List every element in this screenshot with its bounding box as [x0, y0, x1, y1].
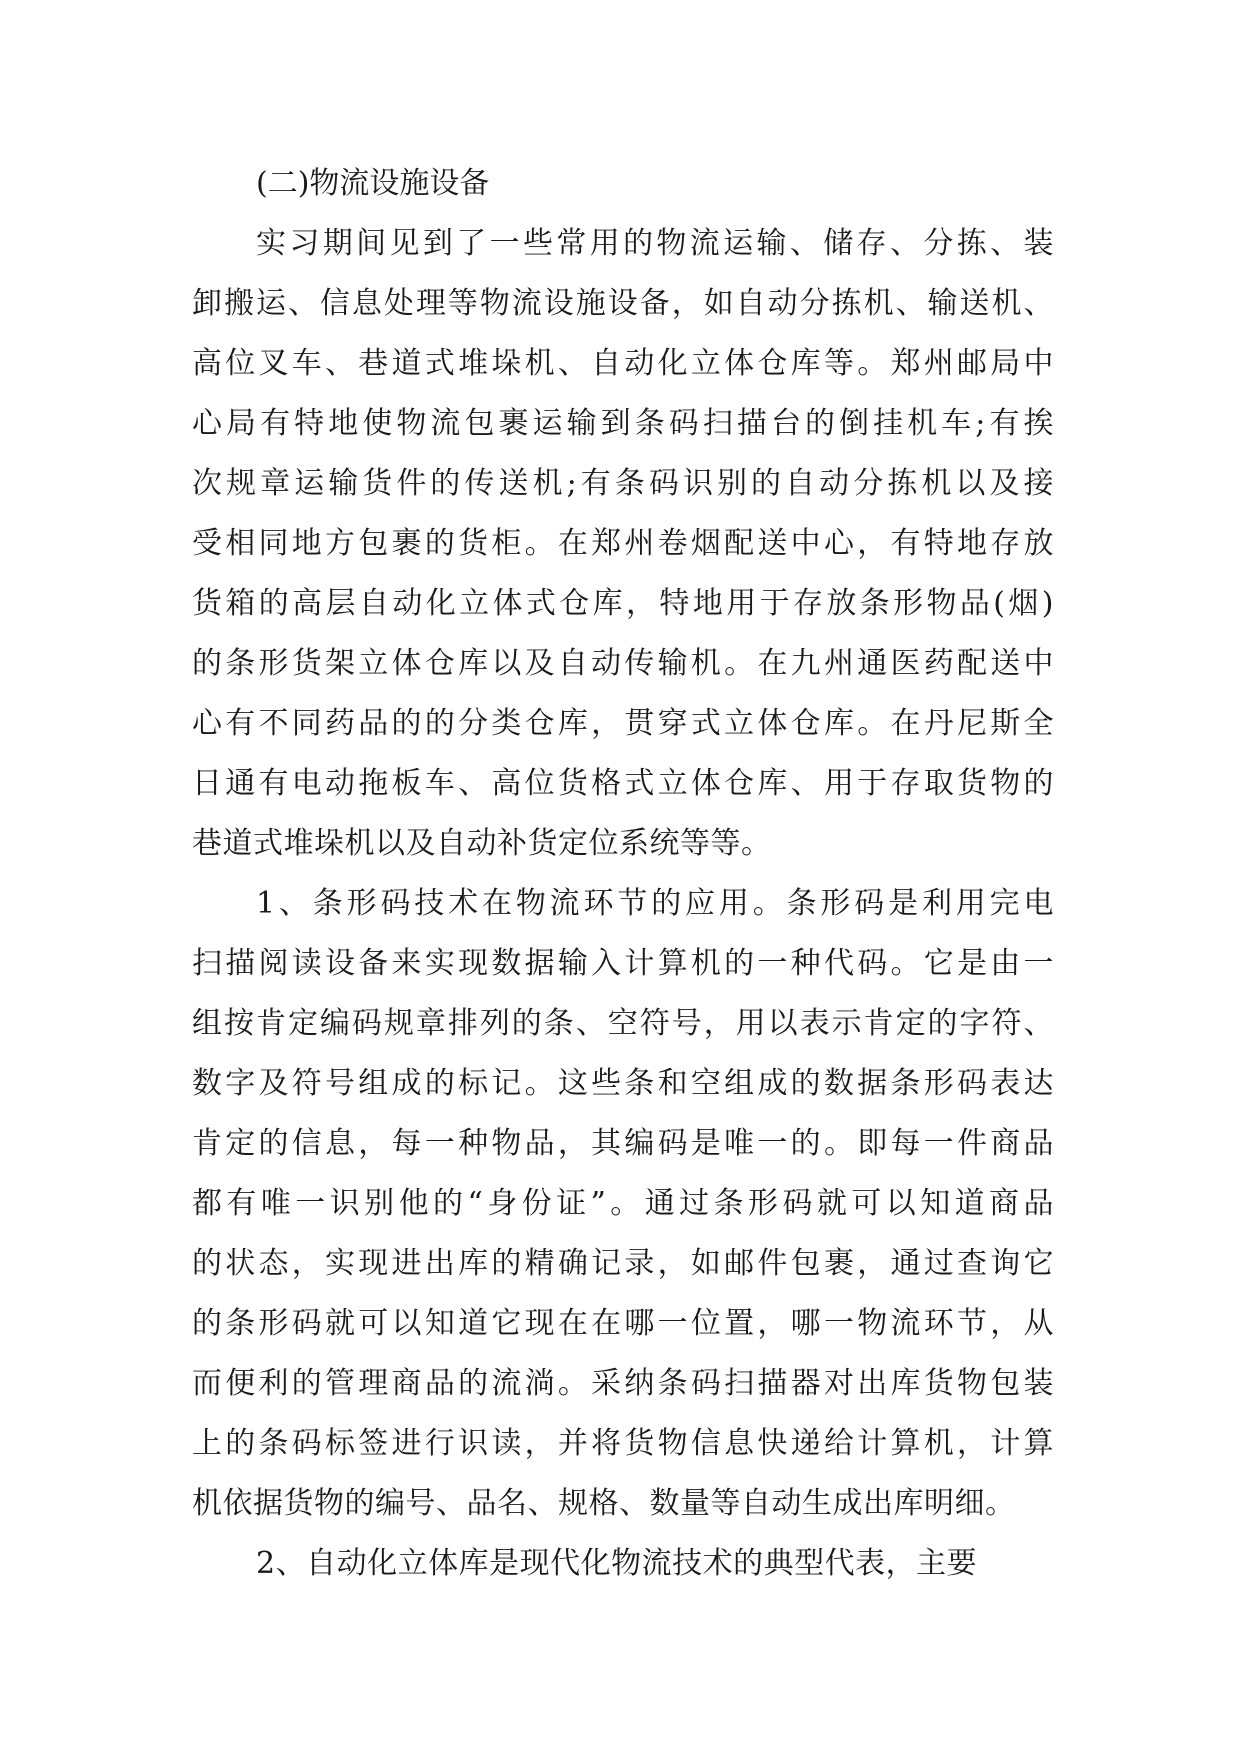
- text-line: 肯定的信息，每一种物品，其编码是唯一的。即每一件商品: [192, 1126, 1054, 1161]
- text-line: 次规章运输货件的传送机;有条码识别的自动分拣机以及接: [192, 466, 1054, 501]
- text-line: 货箱的高层自动化立体式仓库，特地用于存放条形物品(烟): [192, 586, 1054, 621]
- text-line: 巷道式堆垛机以及自动补货定位系统等等。: [192, 826, 772, 861]
- text-line: 心局有特地使物流包裹运输到条码扫描台的倒挂机车;有挨: [192, 406, 1054, 441]
- paragraph-barcode-technology: [192, 874, 1054, 1534]
- text-line: 的条形码就可以知道它现在在哪一位置，哪一物流环节，从: [192, 1306, 1054, 1341]
- text-line: 的条形货架立体仓库以及自动传输机。在九州通医药配送中: [192, 646, 1054, 681]
- text-line: 数字及符号组成的标记。这些条和空组成的数据条形码表达: [192, 1066, 1054, 1101]
- text-line: 卸搬运、信息处理等物流设施设备，如自动分拣机、输送机、: [192, 286, 1054, 321]
- text-line: 扫描阅读设备来实现数据输入计算机的一种代码。它是由一: [192, 946, 1054, 981]
- text-line: 高位叉车、巷道式堆垛机、自动化立体仓库等。郑州邮局中: [192, 346, 1054, 381]
- text-line: 都有唯一识别他的“身份证”。通过条形码就可以知道商品: [192, 1186, 1054, 1221]
- document-body: [192, 154, 1054, 1594]
- text-line: 而便利的管理商品的流淌。采纳条码扫描器对出库货物包装: [192, 1366, 1054, 1401]
- paragraph-automated-warehouse: [192, 1534, 1054, 1594]
- text-line: 机依据货物的编号、品名、规格、数量等自动生成出库明细。: [192, 1486, 1016, 1521]
- text-line: 心有不同药品的的分类仓库，贯穿式立体仓库。在丹尼斯全: [192, 706, 1054, 741]
- text-line: 1、条形码技术在物流环节的应用。条形码是利用完电: [256, 886, 1054, 921]
- text-line: 日通有电动拖板车、高位货格式立体仓库、用于存取货物的: [192, 766, 1054, 801]
- section-heading: (二)物流设施设备: [256, 166, 490, 201]
- text-line: 的状态，实现进出库的精确记录，如邮件包裹，通过查询它: [192, 1246, 1054, 1281]
- text-line: 组按肯定编码规章排列的条、空符号，用以表示肯定的字符、: [192, 1006, 1054, 1041]
- text-line: 受相同地方包裹的货柜。在郑州卷烟配送中心，有特地存放: [192, 526, 1054, 561]
- text-line: 实习期间见到了一些常用的物流运输、储存、分拣、装: [256, 226, 1054, 261]
- text-line: 2、自动化立体库是现代化物流技术的典型代表，主要: [256, 1546, 978, 1581]
- paragraph-equipment-overview: [192, 214, 1054, 874]
- text-line: 上的条码标签进行识读，并将货物信息快递给计算机，计算: [192, 1426, 1054, 1461]
